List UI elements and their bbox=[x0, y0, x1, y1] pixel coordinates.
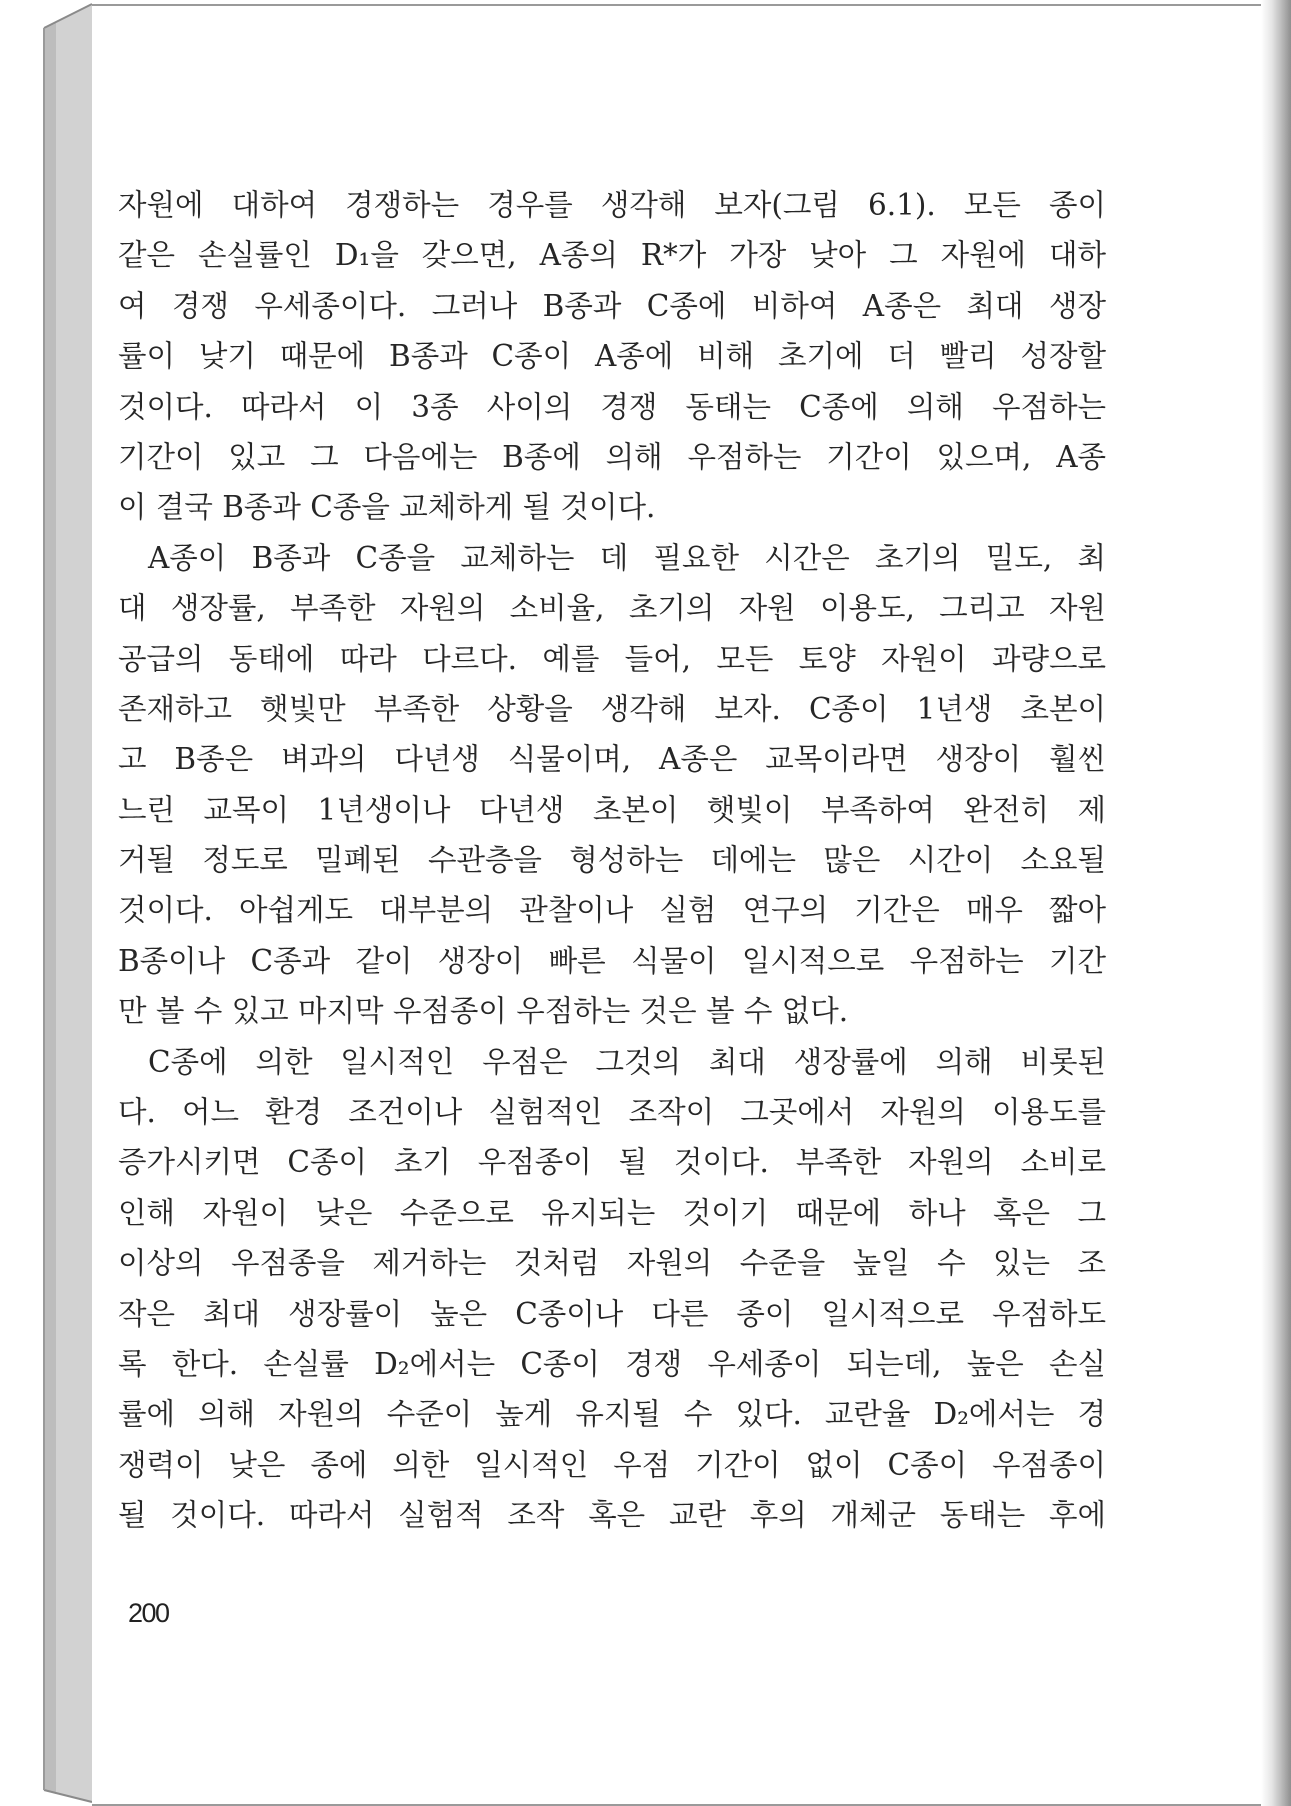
page-number: 200 bbox=[128, 1598, 169, 1628]
text-line: 존재하고 햇빛만 부족한 상황을 생각해 보자. C종이 1년생 초본이 bbox=[118, 691, 1106, 726]
text-line: 공급의 동태에 따라 다르다. 예를 들어, 모든 토양 자원이 과량으로 bbox=[118, 641, 1106, 676]
text-line: 여 경쟁 우세종이다. 그러나 B종과 C종에 비하여 A종은 최대 생장 bbox=[118, 288, 1106, 323]
text-line: 대 생장률, 부족한 자원의 소비율, 초기의 자원 이용도, 그리고 자원 bbox=[118, 591, 1106, 626]
text-line: C종에 의한 일시적인 우점은 그것의 최대 생장률에 의해 비롯된 bbox=[148, 1044, 1106, 1079]
text-line: 증가시키면 C종이 초기 우점종이 될 것이다. 부족한 자원의 소비로 bbox=[118, 1145, 1106, 1180]
text-line: 작은 최대 생장률이 높은 C종이나 다른 종이 일시적으로 우점하도 bbox=[118, 1296, 1106, 1331]
page-body-text bbox=[118, 180, 1106, 1541]
text-line: 것이다. 따라서 이 3종 사이의 경쟁 동태는 C종에 의해 우점하는 bbox=[118, 389, 1106, 424]
text-line: 자원에 대하여 경쟁하는 경우를 생각해 보자(그림 6.1). 모든 종이 bbox=[118, 188, 1106, 222]
text-line: 다. 어느 환경 조건이나 실험적인 조작이 그곳에서 자원의 이용도를 bbox=[118, 1095, 1106, 1130]
paragraph-1 bbox=[118, 180, 1106, 533]
text-line: 인해 자원이 낮은 수준으로 유지되는 것이기 때문에 하나 혹은 그 bbox=[118, 1195, 1106, 1230]
text-line: 기간이 있고 그 다음에는 B종에 의해 우점하는 기간이 있으며, A종 bbox=[118, 439, 1106, 474]
text-line: B종이나 C종과 같이 생장이 빠른 식물이 일시적으로 우점하는 기간 bbox=[118, 943, 1106, 978]
text-line: 이상의 우점종을 제거하는 것처럼 자원의 수준을 높일 수 있는 조 bbox=[118, 1246, 1106, 1281]
text-line: 률이 낮기 때문에 B종과 C종이 A종에 비해 초기에 더 빨리 성장할 bbox=[118, 339, 1106, 374]
paragraph-3 bbox=[118, 1037, 1106, 1541]
text-line: 느린 교목이 1년생이나 다년생 초본이 햇빛이 부족하여 완전히 제 bbox=[118, 792, 1106, 827]
text-line: 률에 의해 자원의 수준이 높게 유지될 수 있다. 교란율 D₂에서는 경 bbox=[118, 1397, 1106, 1432]
text-line: 쟁력이 낮은 종에 의한 일시적인 우점 기간이 없이 C종이 우점종이 bbox=[118, 1447, 1106, 1482]
text-line: 고 B종은 벼과의 다년생 식물이며, A종은 교목이라면 생장이 훨씬 bbox=[118, 742, 1106, 777]
text-line: A종이 B종과 C종을 교체하는 데 필요한 시간은 초기의 밀도, 최 bbox=[148, 540, 1106, 575]
text-line: 이 결국 B종과 C종을 교체하게 될 것이다. bbox=[118, 490, 656, 525]
text-line: 록 한다. 손실률 D₂에서는 C종이 경쟁 우세종이 되는데, 높은 손실 bbox=[118, 1346, 1106, 1381]
text-line: 것이다. 아쉽게도 대부분의 관찰이나 실험 연구의 기간은 매우 짧아 bbox=[118, 893, 1106, 928]
paragraph-2 bbox=[118, 533, 1106, 1037]
page-right-shadow bbox=[1261, 0, 1291, 1806]
text-line: 거될 정도로 밀폐된 수관층을 형성하는 데에는 많은 시간이 소요될 bbox=[118, 843, 1106, 878]
text-line: 같은 손실률인 D₁을 갖으면, A종의 R*가 가장 낮아 그 자원에 대하 bbox=[118, 238, 1106, 273]
text-line: 될 것이다. 따라서 실험적 조작 혹은 교란 후의 개체군 동태는 후에 bbox=[118, 1498, 1106, 1533]
text-line: 만 볼 수 있고 마지막 우점종이 우점하는 것은 볼 수 없다. bbox=[118, 994, 849, 1029]
